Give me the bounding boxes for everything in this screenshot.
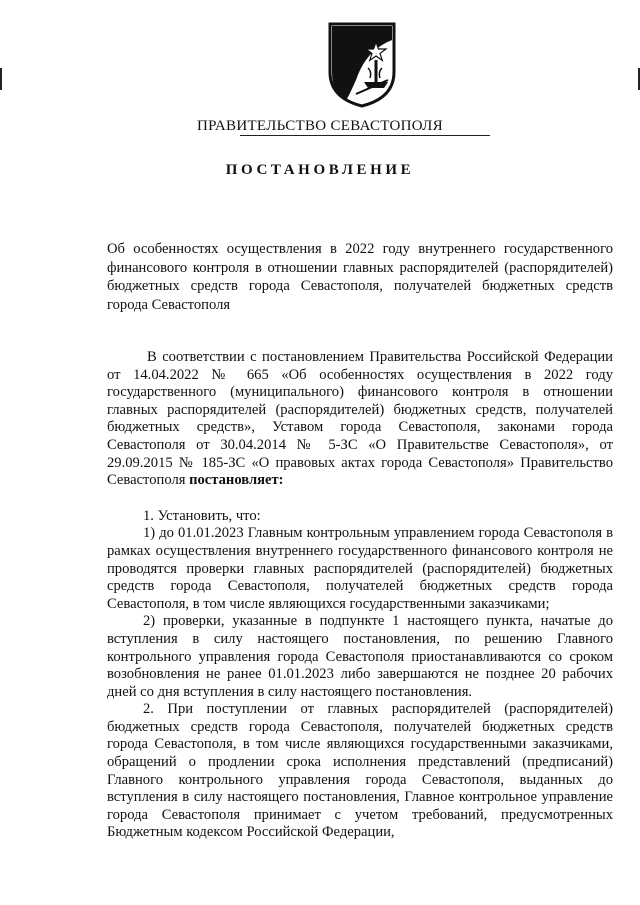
paragraph-1-1: 1) до 01.01.2023 Главным контрольным управлением города Севастополя в рамках осуществления внутреннего государственного финансового контроля не проводятся проверки главных распорядителей (распорядителей) бюджетных средств города Севастополя, получателей бюджетных средств города Севастополя, в том числе являющихся государственными заказчиками; <box>107 525 613 612</box>
preamble-paragraph <box>107 349 613 490</box>
document-type: ПОСТАНОВЛЕНИЕ <box>225 162 415 178</box>
paragraph-2: 2. При поступлении от главных распорядителей (распорядителей) бюджетных средств города Севастополя, получателей бюджетных средств города Севастополя, в том числе являющихся государственными заказчиками, обращений о продлении срока исполнения представлений (предписаний) Главного контрольного управления города Севастополя, выданных до вступления в силу настоящего постановления, Главное контрольное управление города Севастополя принимает с учетом требований, предусмотренных Бюджетным кодексом Российской Федерации, <box>107 701 613 841</box>
paragraph-1: 1. Установить, что: <box>143 507 261 524</box>
government-name: ПРАВИТЕЛЬСТВО СЕВАСТОПОЛЯ <box>197 118 443 134</box>
preamble-resolves: постановляет: <box>189 472 284 489</box>
document-subject: Об особенностях осуществления в 2022 году внутреннего государственного финансового контроля в отношении главных распорядителей (распорядителей) бюджетных средств города Севастополя, получателей бюджетных средств города Севастополя <box>107 241 613 313</box>
document-body <box>107 349 613 842</box>
header-divider <box>240 135 490 136</box>
scan-edge-mark <box>0 68 2 90</box>
preamble-text: В соответствии с постановлением Правительства Российской Федерации от 14.04.2022 № 665 «Об особенностях осуществления в 2022 году государственного (муниципального) финансового контроля в отношении главных распорядителей (распорядителей) бюджетных средств, получателей бюджетных средств», Уставом города Севастополя, законами города Севастополя от 30.04.2014 № 5-ЗС «О Правительстве Севастополя», от 29.09.2015 № 185-ЗС «О правовых актах города Севастополя» Правительство Севастополя <box>107 349 613 489</box>
sevastopol-coat-of-arms-icon <box>326 20 398 108</box>
paragraph-1-2: 2) проверки, указанные в подпункте 1 настоящего пункта, начатые до вступления в силу настоящего постановления, по решению Главного контрольного управления города Севастополя приостанавливаются со сроком возобновления не ранее 01.01.2023 либо завершаются не позднее 20 рабочих дней со дня вступления в силу настоящего постановления. <box>107 613 613 700</box>
paragraph-gap <box>107 490 613 508</box>
